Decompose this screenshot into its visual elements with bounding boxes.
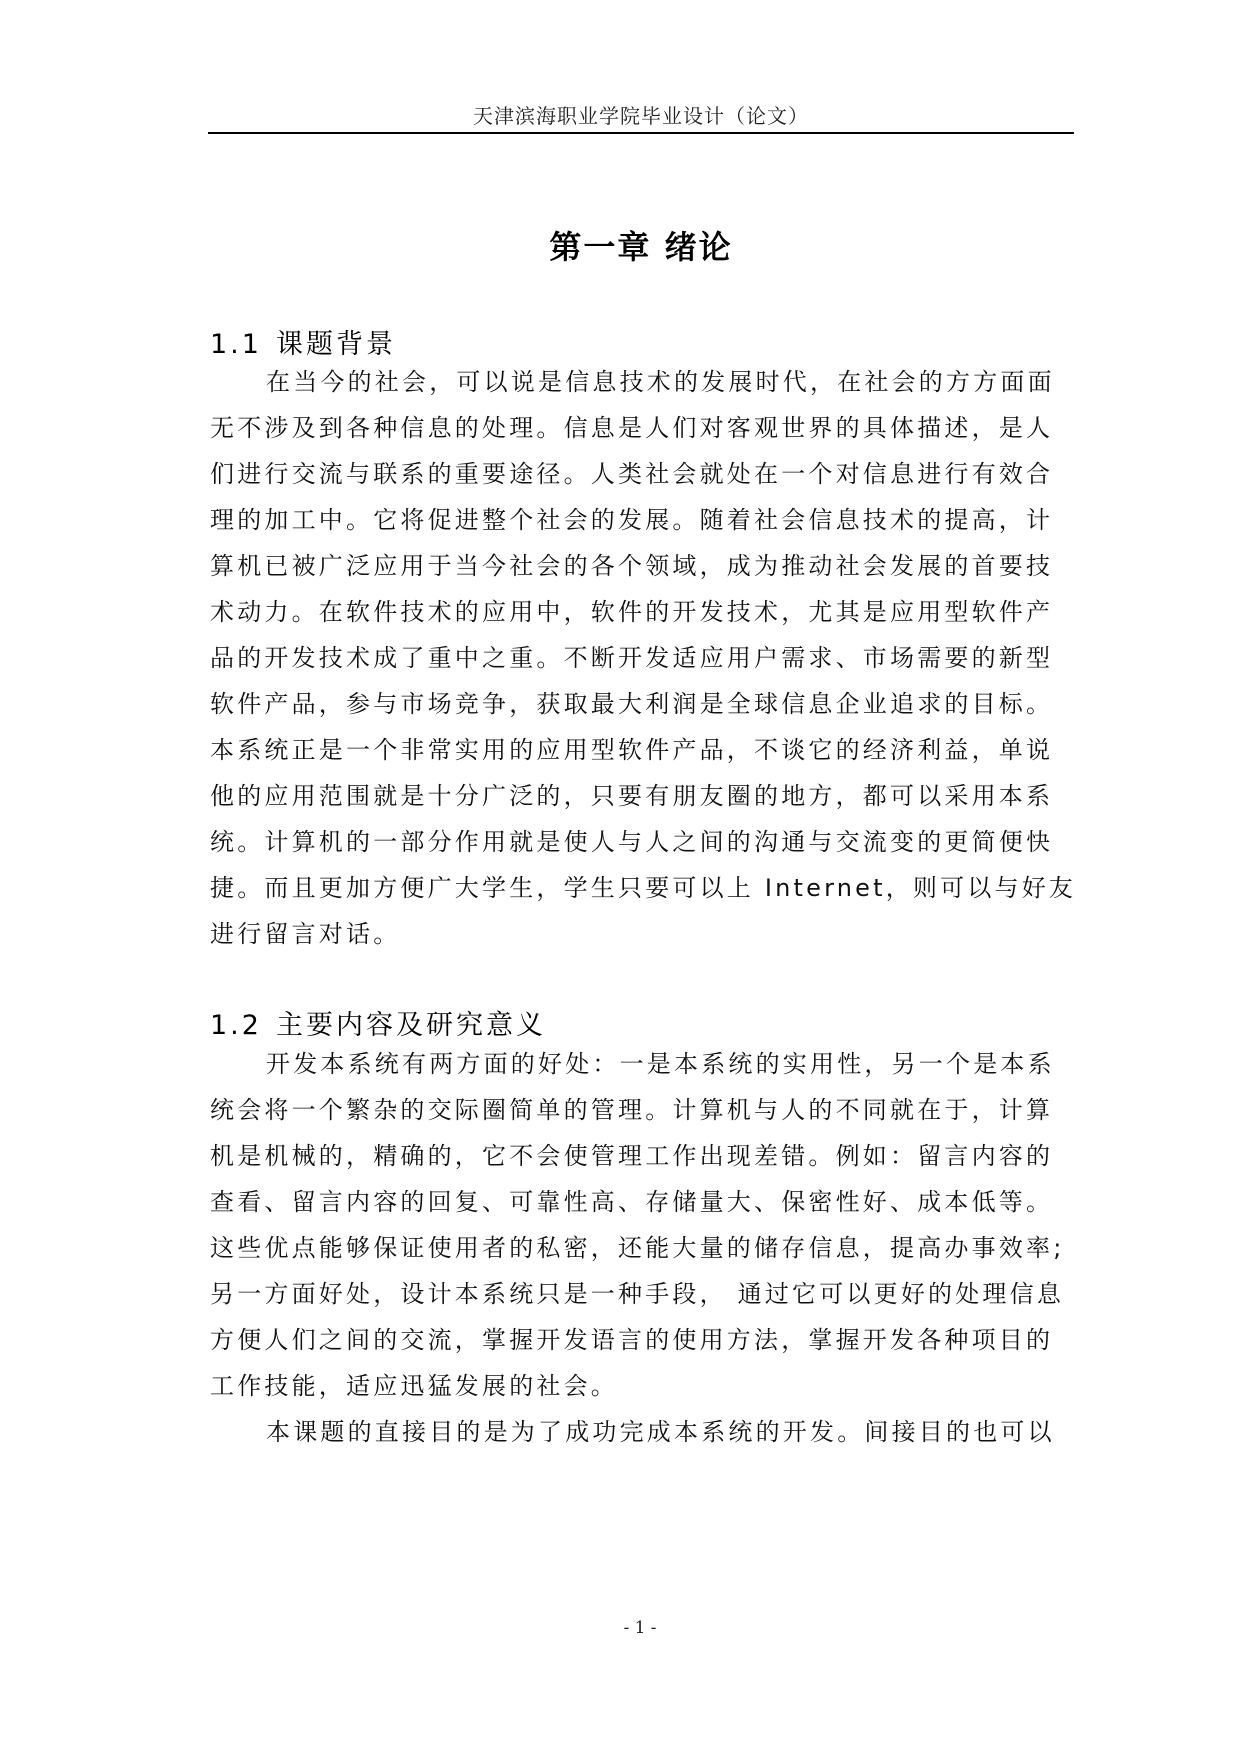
- paragraph-line: 捷。而且更加方便广大学生，学生只要可以上 Internet，则可以与好友: [210, 874, 1077, 902]
- paragraph-line: 开发本系统有两方面的好处：一是本系统的实用性，另一个是本系: [266, 1050, 1055, 1078]
- paragraph-line: 本课题的直接目的是为了成功完成本系统的开发。间接目的也可以: [266, 1418, 1055, 1446]
- section-number: 1.1: [210, 329, 262, 360]
- paragraph-line: 们进行交流与联系的重要途径。人类社会就处在一个对信息进行有效合: [210, 460, 1054, 488]
- paragraph-line: 查看、留言内容的回复、可靠性高、存储量大、保密性好、成本低等。: [210, 1188, 1054, 1216]
- section-number: 1.2: [210, 1010, 262, 1041]
- paragraph-line: 无不涉及到各种信息的处理。信息是人们对客观世界的具体描述，是人: [210, 414, 1054, 442]
- section-heading-1-1: [210, 322, 396, 361]
- chapter-title: 第一章 绪论: [549, 228, 733, 266]
- paragraph-line: 进行留言对话。: [210, 920, 401, 948]
- section-title: 主要内容及研究意义: [275, 1010, 546, 1041]
- running-header: 天津滨海职业学院毕业设计（论文）: [473, 104, 809, 128]
- paragraph-line: 理的加工中。它将促进整个社会的发展。随着社会信息技术的提高，计: [210, 506, 1054, 534]
- paragraph-line: 本系统正是一个非常实用的应用型软件产品，不谈它的经济利益，单说: [210, 736, 1054, 764]
- paragraph-line: 机是机械的，精确的，它不会使管理工作出现差错。例如：留言内容的: [210, 1142, 1054, 1170]
- section-heading-1-2: [210, 1003, 546, 1042]
- paragraph-line: 统。计算机的一部分作用就是使人与人之间的沟通与交流变的更简便快: [210, 828, 1054, 856]
- paragraph-line: 统会将一个繁杂的交际圈简单的管理。计算机与人的不同就在于，计算: [210, 1096, 1054, 1124]
- paragraph-line: 另一方面好处，设计本系统只是一种手段， 通过它可以更好的处理信息: [210, 1280, 1065, 1308]
- paragraph-line: 方便人们之间的交流，掌握开发语言的使用方法，掌握开发各种项目的: [210, 1326, 1054, 1354]
- paragraph-line: 他的应用范围就是十分广泛的，只要有朋友圈的地方，都可以采用本系: [210, 782, 1054, 810]
- paragraph-line: 软件产品，参与市场竞争，获取最大利润是全球信息企业追求的目标。: [210, 690, 1054, 718]
- paragraph-line: 工作技能，适应迅猛发展的社会。: [210, 1372, 618, 1400]
- header-divider: [208, 132, 1074, 134]
- paragraph-line: 这些优点能够保证使用者的私密，还能大量的储存信息，提高办事效率;: [210, 1234, 1065, 1262]
- section-title: 课题背景: [275, 329, 396, 360]
- paragraph-line: 在当今的社会，可以说是信息技术的发展时代，在社会的方方面面: [266, 368, 1055, 396]
- paragraph-line: 品的开发技术成了重中之重。不断开发适应用户需求、市场需要的新型: [210, 644, 1054, 672]
- page-number: - 1 -: [623, 1618, 657, 1638]
- paragraph-line: 算机已被广泛应用于当今社会的各个领域，成为推动社会发展的首要技: [210, 552, 1054, 580]
- paragraph-line: 术动力。在软件技术的应用中，软件的开发技术，尤其是应用型软件产: [210, 598, 1054, 626]
